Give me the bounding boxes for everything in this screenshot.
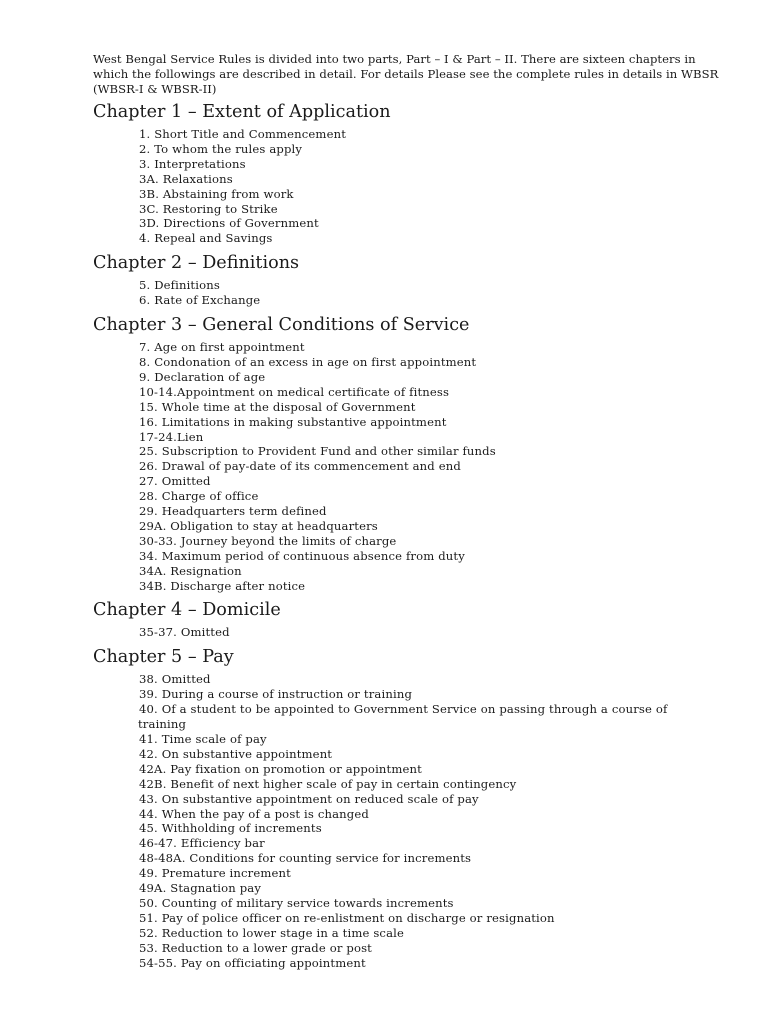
rule-item: 45. Withholding of increments xyxy=(139,821,322,836)
rule-item: 29A. Obligation to stay at headquarters xyxy=(139,518,378,533)
rule-item: 46-47. Efficiency bar xyxy=(139,836,265,851)
rule-item: 42B. Benefit of next higher scale of pay in certain contingency xyxy=(139,776,517,791)
rule-item: 42. On substantive appointment xyxy=(139,746,333,761)
rule-item: 43. On substantive appointment on reduced scale of pay xyxy=(139,791,479,806)
rule-item: 44. When the pay of a post is changed xyxy=(139,806,369,821)
rule-item: 16. Limitations in making substantive appointment xyxy=(139,414,447,429)
rule-item: 38. Omitted xyxy=(139,672,211,687)
rule-item-continuation: training xyxy=(138,717,187,732)
rule-item: 28. Charge of office xyxy=(139,489,259,504)
chapter-heading: Chapter 4 – Domicile xyxy=(93,600,281,621)
rule-item: 3D. Directions of Government xyxy=(139,216,319,231)
rule-item: 50. Counting of military service towards increments xyxy=(139,895,454,910)
rule-item: 51. Pay of police officer on re-enlistment on discharge or resignation xyxy=(139,910,555,925)
chapter-heading: Chapter 1 – Extent of Application xyxy=(93,102,391,122)
rule-item: 34B. Discharge after notice xyxy=(139,578,306,593)
rule-item: 54-55. Pay on officiating appointment xyxy=(139,955,366,970)
rule-item: 3B. Abstaining from work xyxy=(139,186,294,201)
rule-list xyxy=(139,672,733,970)
rule-item: 40. Of a student to be appointed to Government Service on passing through a course of xyxy=(139,702,668,717)
rule-item: 15. Whole time at the disposal of Government xyxy=(139,399,416,414)
rule-item: 17-24.Lien xyxy=(139,429,204,444)
rule-item: 8. Condonation of an excess in age on first appointment xyxy=(139,354,477,369)
rule-list xyxy=(139,278,733,308)
rule-item: 39. During a course of instruction or training xyxy=(139,687,413,702)
chapter-heading: Chapter 5 – Pay xyxy=(93,647,234,668)
rule-item: 48-48A. Conditions for counting service for increments xyxy=(139,851,472,866)
rule-item: 5. Definitions xyxy=(139,278,220,293)
rule-item: 35-37. Omitted xyxy=(139,625,230,640)
rule-item: 2. To whom the rules apply xyxy=(139,141,303,156)
rule-item: 34. Maximum period of continuous absence from duty xyxy=(139,548,465,563)
rule-item: 53. Reduction to a lower grade or post xyxy=(139,940,372,955)
document-page xyxy=(93,52,733,976)
rule-item: 30-33. Journey beyond the limits of charge xyxy=(139,533,397,548)
rule-item: 27. Omitted xyxy=(139,474,211,489)
chapter-3-section xyxy=(93,313,733,593)
rule-item: 7. Age on first appointment xyxy=(139,340,305,355)
rule-list xyxy=(139,127,733,246)
chapter-4-section xyxy=(93,598,733,640)
rule-item: 29. Headquarters term defined xyxy=(139,504,327,519)
chapter-1-section xyxy=(93,100,733,246)
chapter-2-section xyxy=(93,251,733,308)
rule-item: 26. Drawal of pay-date of its commencement and end xyxy=(139,459,461,474)
rule-list xyxy=(139,625,733,640)
rule-item: 41. Time scale of pay xyxy=(139,732,267,746)
rule-item: 9. Declaration of age xyxy=(139,369,266,384)
rule-item: 49. Premature increment xyxy=(139,866,291,881)
rule-item: 52. Reduction to lower stage in a time scale xyxy=(139,925,404,940)
rule-item: 42A. Pay fixation on promotion or appointment xyxy=(139,761,422,776)
rule-list xyxy=(139,340,733,593)
rule-item: 49A. Stagnation pay xyxy=(139,881,262,896)
chapter-heading: Chapter 2 – Definitions xyxy=(93,253,300,274)
rule-item: 3A. Relaxations xyxy=(139,171,233,186)
intro-paragraph: West Bengal Service Rules is divided into two parts, Part – I & Part – II. There are sixteen chapters in which the followings are described in detail. For details Please see the complete rules in details in WBSR (WBSR-I & WBSR-II) xyxy=(93,52,719,96)
rule-item: 3C. Restoring to Strike xyxy=(139,201,278,216)
rule-item: 3. Interpretations xyxy=(139,156,246,171)
rule-item: 34A. Resignation xyxy=(139,563,242,578)
chapter-5-section xyxy=(93,645,733,970)
rule-item: 1. Short Title and Commencement xyxy=(139,127,347,141)
rule-item: 4. Repeal and Savings xyxy=(139,231,273,246)
chapter-heading: Chapter 3 – General Conditions of Service xyxy=(93,315,470,336)
rule-item: 10-14.Appointment on medical certificate of fitness xyxy=(139,384,450,399)
rule-item: 25. Subscription to Provident Fund and other similar funds xyxy=(139,444,496,459)
rule-item: 6. Rate of Exchange xyxy=(139,293,261,308)
